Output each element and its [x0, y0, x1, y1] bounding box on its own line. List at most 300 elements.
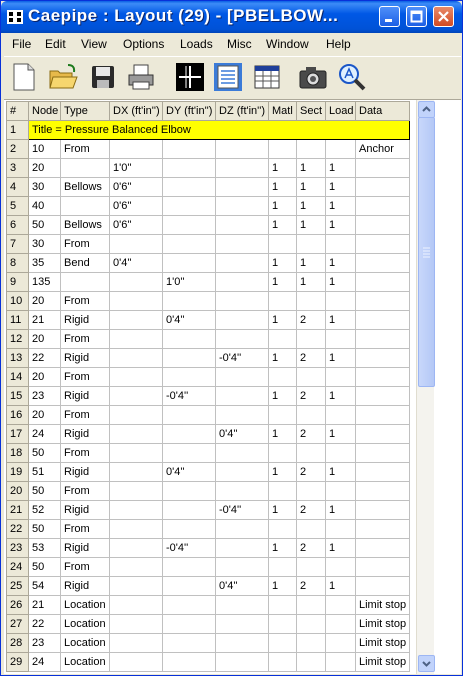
dy-cell[interactable] — [163, 159, 216, 178]
node-cell[interactable]: 20 — [29, 330, 61, 349]
dz-cell[interactable] — [216, 653, 269, 672]
table-row[interactable] — [7, 596, 410, 615]
node-cell[interactable]: 24 — [29, 425, 61, 444]
menu-window[interactable]: Window — [266, 37, 309, 51]
data-cell[interactable] — [356, 520, 410, 539]
node-cell[interactable]: 53 — [29, 539, 61, 558]
matl-cell[interactable]: 1 — [269, 254, 297, 273]
matl-cell[interactable]: 1 — [269, 539, 297, 558]
dy-cell[interactable] — [163, 634, 216, 653]
dy-cell[interactable] — [163, 254, 216, 273]
matl-cell[interactable] — [269, 653, 297, 672]
type-cell[interactable]: Location — [61, 596, 110, 615]
node-cell[interactable]: 21 — [29, 311, 61, 330]
dx-cell[interactable]: 0'4'' — [110, 254, 163, 273]
node-cell[interactable]: 35 — [29, 254, 61, 273]
node-cell[interactable]: 54 — [29, 577, 61, 596]
matl-cell[interactable]: 1 — [269, 311, 297, 330]
sect-cell[interactable]: 1 — [297, 197, 326, 216]
dy-cell[interactable] — [163, 368, 216, 387]
col-header-dx[interactable]: DX (ft'in'') — [110, 102, 163, 121]
matl-cell[interactable]: 1 — [269, 387, 297, 406]
dz-cell[interactable] — [216, 444, 269, 463]
node-cell[interactable]: 50 — [29, 558, 61, 577]
row-number[interactable]: 25 — [7, 577, 29, 596]
row-number[interactable]: 23 — [7, 539, 29, 558]
dz-cell[interactable] — [216, 520, 269, 539]
table-row[interactable] — [7, 482, 410, 501]
data-cell[interactable] — [356, 463, 410, 482]
data-cell[interactable] — [356, 178, 410, 197]
type-cell[interactable]: Rigid — [61, 387, 110, 406]
dx-cell[interactable] — [110, 653, 163, 672]
dz-cell[interactable] — [216, 406, 269, 425]
load-cell[interactable]: 1 — [326, 539, 356, 558]
dx-cell[interactable] — [110, 596, 163, 615]
row-number[interactable]: 27 — [7, 615, 29, 634]
node-cell[interactable]: 52 — [29, 501, 61, 520]
dy-cell[interactable] — [163, 406, 216, 425]
sect-cell[interactable]: 2 — [297, 463, 326, 482]
data-cell[interactable] — [356, 539, 410, 558]
node-cell[interactable]: 50 — [29, 482, 61, 501]
dy-cell[interactable] — [163, 178, 216, 197]
dz-cell[interactable] — [216, 216, 269, 235]
row-number[interactable]: 13 — [7, 349, 29, 368]
title-row[interactable] — [7, 121, 410, 140]
node-cell[interactable]: 10 — [29, 140, 61, 159]
dx-cell[interactable] — [110, 368, 163, 387]
matl-cell[interactable]: 1 — [269, 577, 297, 596]
dx-cell[interactable] — [110, 425, 163, 444]
type-cell[interactable]: From — [61, 406, 110, 425]
dy-cell[interactable] — [163, 292, 216, 311]
dz-cell[interactable]: 0'4'' — [216, 577, 269, 596]
dz-cell[interactable] — [216, 387, 269, 406]
data-cell[interactable] — [356, 406, 410, 425]
load-cell[interactable] — [326, 444, 356, 463]
matl-cell[interactable]: 1 — [269, 216, 297, 235]
dx-cell[interactable] — [110, 520, 163, 539]
dy-cell[interactable] — [163, 235, 216, 254]
sect-cell[interactable] — [297, 615, 326, 634]
dz-cell[interactable] — [216, 596, 269, 615]
table-row[interactable] — [7, 159, 410, 178]
dz-cell[interactable] — [216, 558, 269, 577]
node-cell[interactable]: 20 — [29, 368, 61, 387]
table-row[interactable] — [7, 577, 410, 596]
sect-cell[interactable]: 1 — [297, 178, 326, 197]
matl-cell[interactable]: 1 — [269, 463, 297, 482]
table-row[interactable] — [7, 444, 410, 463]
dx-cell[interactable]: 0'6'' — [110, 178, 163, 197]
matl-cell[interactable] — [269, 558, 297, 577]
load-cell[interactable] — [326, 634, 356, 653]
type-cell[interactable]: Rigid — [61, 463, 110, 482]
dz-cell[interactable] — [216, 311, 269, 330]
close-button[interactable] — [433, 6, 454, 27]
sect-cell[interactable] — [297, 634, 326, 653]
dx-cell[interactable] — [110, 311, 163, 330]
dx-cell[interactable] — [110, 235, 163, 254]
dy-cell[interactable] — [163, 482, 216, 501]
row-number[interactable]: 4 — [7, 178, 29, 197]
title-cell[interactable]: Title = Pressure Balanced Elbow — [29, 121, 410, 140]
dy-cell[interactable] — [163, 425, 216, 444]
type-cell[interactable]: From — [61, 368, 110, 387]
table-row[interactable] — [7, 539, 410, 558]
type-cell[interactable]: From — [61, 444, 110, 463]
dx-cell[interactable] — [110, 634, 163, 653]
load-cell[interactable]: 1 — [326, 463, 356, 482]
table-row[interactable] — [7, 501, 410, 520]
dz-cell[interactable] — [216, 330, 269, 349]
row-number[interactable]: 19 — [7, 463, 29, 482]
vertical-scrollbar[interactable] — [416, 100, 434, 674]
load-cell[interactable] — [326, 330, 356, 349]
graphics-button[interactable] — [175, 62, 205, 92]
matl-cell[interactable] — [269, 330, 297, 349]
sect-cell[interactable] — [297, 596, 326, 615]
row-number[interactable]: 22 — [7, 520, 29, 539]
dx-cell[interactable] — [110, 292, 163, 311]
type-cell[interactable] — [61, 197, 110, 216]
data-cell[interactable] — [356, 349, 410, 368]
load-cell[interactable]: 1 — [326, 501, 356, 520]
open-button[interactable] — [48, 62, 78, 92]
zoom-button[interactable] — [337, 62, 367, 92]
load-cell[interactable]: 1 — [326, 425, 356, 444]
dz-cell[interactable] — [216, 140, 269, 159]
dy-cell[interactable]: 0'4'' — [163, 311, 216, 330]
dz-cell[interactable]: -0'4'' — [216, 501, 269, 520]
data-cell[interactable]: Anchor — [356, 140, 410, 159]
save-button[interactable] — [88, 62, 118, 92]
scroll-down-button[interactable] — [418, 655, 435, 672]
data-cell[interactable] — [356, 273, 410, 292]
table-row[interactable] — [7, 406, 410, 425]
table-row[interactable] — [7, 311, 410, 330]
sect-cell[interactable]: 1 — [297, 159, 326, 178]
row-number[interactable]: 29 — [7, 653, 29, 672]
dy-cell[interactable] — [163, 216, 216, 235]
sect-cell[interactable] — [297, 330, 326, 349]
node-cell[interactable]: 22 — [29, 615, 61, 634]
col-header-data[interactable]: Data — [356, 102, 410, 121]
table-row[interactable] — [7, 178, 410, 197]
matl-cell[interactable] — [269, 406, 297, 425]
load-cell[interactable] — [326, 292, 356, 311]
dy-cell[interactable] — [163, 140, 216, 159]
matl-cell[interactable] — [269, 235, 297, 254]
menu-loads[interactable]: Loads — [180, 37, 213, 51]
maximize-button[interactable] — [406, 6, 427, 27]
data-cell[interactable] — [356, 216, 410, 235]
matl-cell[interactable] — [269, 520, 297, 539]
dz-cell[interactable] — [216, 615, 269, 634]
dx-cell[interactable] — [110, 406, 163, 425]
dz-cell[interactable] — [216, 368, 269, 387]
matl-cell[interactable] — [269, 368, 297, 387]
sect-cell[interactable]: 2 — [297, 577, 326, 596]
sect-cell[interactable] — [297, 235, 326, 254]
sect-cell[interactable]: 1 — [297, 254, 326, 273]
sect-cell[interactable] — [297, 558, 326, 577]
table-row[interactable] — [7, 292, 410, 311]
load-cell[interactable]: 1 — [326, 273, 356, 292]
table-row[interactable] — [7, 558, 410, 577]
sect-cell[interactable]: 1 — [297, 273, 326, 292]
menu-edit[interactable]: Edit — [45, 37, 66, 51]
col-header-node[interactable]: Node — [29, 102, 61, 121]
type-cell[interactable]: Bend — [61, 254, 110, 273]
table-row[interactable] — [7, 330, 410, 349]
sect-cell[interactable] — [297, 482, 326, 501]
load-cell[interactable]: 1 — [326, 159, 356, 178]
load-cell[interactable] — [326, 615, 356, 634]
matl-cell[interactable]: 1 — [269, 159, 297, 178]
data-cell[interactable] — [356, 577, 410, 596]
dz-cell[interactable] — [216, 273, 269, 292]
node-cell[interactable]: 50 — [29, 216, 61, 235]
row-number[interactable]: 26 — [7, 596, 29, 615]
dy-cell[interactable] — [163, 349, 216, 368]
node-cell[interactable]: 20 — [29, 292, 61, 311]
node-cell[interactable]: 20 — [29, 406, 61, 425]
matl-cell[interactable]: 1 — [269, 197, 297, 216]
load-cell[interactable]: 1 — [326, 197, 356, 216]
sect-cell[interactable] — [297, 292, 326, 311]
load-cell[interactable] — [326, 482, 356, 501]
dz-cell[interactable] — [216, 159, 269, 178]
data-cell[interactable] — [356, 425, 410, 444]
dx-cell[interactable] — [110, 444, 163, 463]
matl-cell[interactable] — [269, 444, 297, 463]
dz-cell[interactable] — [216, 539, 269, 558]
data-cell[interactable] — [356, 197, 410, 216]
row-number[interactable]: 28 — [7, 634, 29, 653]
row-number[interactable]: 7 — [7, 235, 29, 254]
col-header-sect[interactable]: Sect — [297, 102, 326, 121]
sect-cell[interactable] — [297, 140, 326, 159]
dx-cell[interactable]: 0'6'' — [110, 216, 163, 235]
load-cell[interactable]: 1 — [326, 311, 356, 330]
type-cell[interactable]: From — [61, 140, 110, 159]
dx-cell[interactable] — [110, 577, 163, 596]
dy-cell[interactable] — [163, 615, 216, 634]
scroll-thumb[interactable] — [418, 117, 435, 387]
node-cell[interactable]: 50 — [29, 444, 61, 463]
dy-cell[interactable] — [163, 596, 216, 615]
data-cell[interactable] — [356, 292, 410, 311]
sect-cell[interactable] — [297, 653, 326, 672]
node-cell[interactable]: 21 — [29, 596, 61, 615]
type-cell[interactable]: Location — [61, 615, 110, 634]
load-cell[interactable] — [326, 406, 356, 425]
sect-cell[interactable]: 2 — [297, 539, 326, 558]
dz-cell[interactable] — [216, 292, 269, 311]
data-cell[interactable] — [356, 444, 410, 463]
col-header-num[interactable]: # — [7, 102, 29, 121]
table-row[interactable] — [7, 140, 410, 159]
load-cell[interactable] — [326, 368, 356, 387]
dz-cell[interactable] — [216, 197, 269, 216]
type-cell[interactable]: Rigid — [61, 425, 110, 444]
dx-cell[interactable] — [110, 482, 163, 501]
data-cell[interactable] — [356, 368, 410, 387]
sect-cell[interactable] — [297, 368, 326, 387]
table-row[interactable] — [7, 235, 410, 254]
data-cell[interactable] — [356, 482, 410, 501]
data-cell[interactable] — [356, 311, 410, 330]
data-cell[interactable]: Limit stop — [356, 596, 410, 615]
table-row[interactable] — [7, 387, 410, 406]
type-cell[interactable] — [61, 273, 110, 292]
load-cell[interactable]: 1 — [326, 349, 356, 368]
table-row[interactable] — [7, 216, 410, 235]
load-cell[interactable] — [326, 596, 356, 615]
type-cell[interactable]: Bellows — [61, 216, 110, 235]
node-cell[interactable]: 50 — [29, 520, 61, 539]
data-cell[interactable] — [356, 387, 410, 406]
load-cell[interactable]: 1 — [326, 216, 356, 235]
data-cell[interactable] — [356, 235, 410, 254]
type-cell[interactable]: Rigid — [61, 349, 110, 368]
load-cell[interactable] — [326, 558, 356, 577]
dy-cell[interactable] — [163, 444, 216, 463]
menu-misc[interactable]: Misc — [227, 37, 252, 51]
type-cell[interactable]: From — [61, 558, 110, 577]
row-number[interactable]: 9 — [7, 273, 29, 292]
dz-cell[interactable] — [216, 254, 269, 273]
node-cell[interactable]: 20 — [29, 159, 61, 178]
type-cell[interactable]: From — [61, 292, 110, 311]
row-number[interactable]: 18 — [7, 444, 29, 463]
load-cell[interactable] — [326, 520, 356, 539]
dx-cell[interactable] — [110, 539, 163, 558]
table-row[interactable] — [7, 615, 410, 634]
matl-cell[interactable] — [269, 615, 297, 634]
dx-cell[interactable] — [110, 140, 163, 159]
dx-cell[interactable]: 1'0'' — [110, 159, 163, 178]
type-cell[interactable]: Rigid — [61, 539, 110, 558]
row-number[interactable]: 12 — [7, 330, 29, 349]
table-row[interactable] — [7, 634, 410, 653]
table-row[interactable] — [7, 425, 410, 444]
load-cell[interactable]: 1 — [326, 387, 356, 406]
row-number[interactable]: 3 — [7, 159, 29, 178]
dy-cell[interactable] — [163, 501, 216, 520]
dy-cell[interactable] — [163, 653, 216, 672]
dz-cell[interactable]: 0'4'' — [216, 425, 269, 444]
data-cell[interactable] — [356, 159, 410, 178]
row-number[interactable]: 20 — [7, 482, 29, 501]
data-cell[interactable]: Limit stop — [356, 615, 410, 634]
data-cell[interactable] — [356, 558, 410, 577]
table-row[interactable] — [7, 349, 410, 368]
row-number[interactable]: 24 — [7, 558, 29, 577]
text-view-button[interactable] — [213, 62, 243, 92]
dz-cell[interactable] — [216, 463, 269, 482]
table-row[interactable] — [7, 197, 410, 216]
data-cell[interactable] — [356, 254, 410, 273]
menu-file[interactable]: File — [12, 37, 32, 51]
load-cell[interactable] — [326, 140, 356, 159]
menu-help[interactable]: Help — [326, 37, 351, 51]
type-cell[interactable]: Location — [61, 653, 110, 672]
dx-cell[interactable] — [110, 463, 163, 482]
scroll-up-button[interactable] — [418, 101, 435, 118]
sect-cell[interactable]: 2 — [297, 349, 326, 368]
minimize-button[interactable] — [379, 6, 400, 27]
dy-cell[interactable] — [163, 558, 216, 577]
sect-cell[interactable]: 2 — [297, 387, 326, 406]
dx-cell[interactable]: 0'6'' — [110, 197, 163, 216]
table-row[interactable] — [7, 273, 410, 292]
sect-cell[interactable]: 2 — [297, 425, 326, 444]
row-number[interactable]: 16 — [7, 406, 29, 425]
table-row[interactable] — [7, 463, 410, 482]
dz-cell[interactable] — [216, 634, 269, 653]
table-row[interactable] — [7, 520, 410, 539]
load-cell[interactable]: 1 — [326, 254, 356, 273]
row-number[interactable]: 2 — [7, 140, 29, 159]
load-cell[interactable]: 1 — [326, 178, 356, 197]
load-cell[interactable] — [326, 653, 356, 672]
node-cell[interactable]: 23 — [29, 634, 61, 653]
dy-cell[interactable]: -0'4'' — [163, 387, 216, 406]
type-cell[interactable]: From — [61, 482, 110, 501]
table-row[interactable] — [7, 368, 410, 387]
dx-cell[interactable] — [110, 615, 163, 634]
col-header-dy[interactable]: DY (ft'in'') — [163, 102, 216, 121]
sect-cell[interactable] — [297, 444, 326, 463]
matl-cell[interactable] — [269, 140, 297, 159]
row-number[interactable]: 5 — [7, 197, 29, 216]
type-cell[interactable]: From — [61, 520, 110, 539]
type-cell[interactable]: Bellows — [61, 178, 110, 197]
matl-cell[interactable]: 1 — [269, 273, 297, 292]
matl-cell[interactable] — [269, 292, 297, 311]
col-header-matl[interactable]: Matl — [269, 102, 297, 121]
type-cell[interactable]: Location — [61, 634, 110, 653]
new-file-button[interactable] — [10, 62, 40, 92]
dx-cell[interactable] — [110, 330, 163, 349]
matl-cell[interactable]: 1 — [269, 501, 297, 520]
node-cell[interactable]: 22 — [29, 349, 61, 368]
matl-cell[interactable]: 1 — [269, 425, 297, 444]
row-number[interactable]: 8 — [7, 254, 29, 273]
type-cell[interactable]: Rigid — [61, 311, 110, 330]
camera-button[interactable] — [298, 62, 328, 92]
sect-cell[interactable] — [297, 520, 326, 539]
node-cell[interactable]: 24 — [29, 653, 61, 672]
row-number[interactable]: 14 — [7, 368, 29, 387]
matl-cell[interactable]: 1 — [269, 178, 297, 197]
row-number[interactable]: 1 — [7, 121, 29, 140]
row-number[interactable]: 6 — [7, 216, 29, 235]
table-view-button[interactable] — [252, 62, 282, 92]
dx-cell[interactable] — [110, 501, 163, 520]
load-cell[interactable] — [326, 235, 356, 254]
node-cell[interactable]: 135 — [29, 273, 61, 292]
dy-cell[interactable] — [163, 520, 216, 539]
dy-cell[interactable]: -0'4'' — [163, 539, 216, 558]
sect-cell[interactable]: 2 — [297, 311, 326, 330]
dz-cell[interactable] — [216, 178, 269, 197]
dz-cell[interactable] — [216, 235, 269, 254]
data-cell[interactable] — [356, 501, 410, 520]
